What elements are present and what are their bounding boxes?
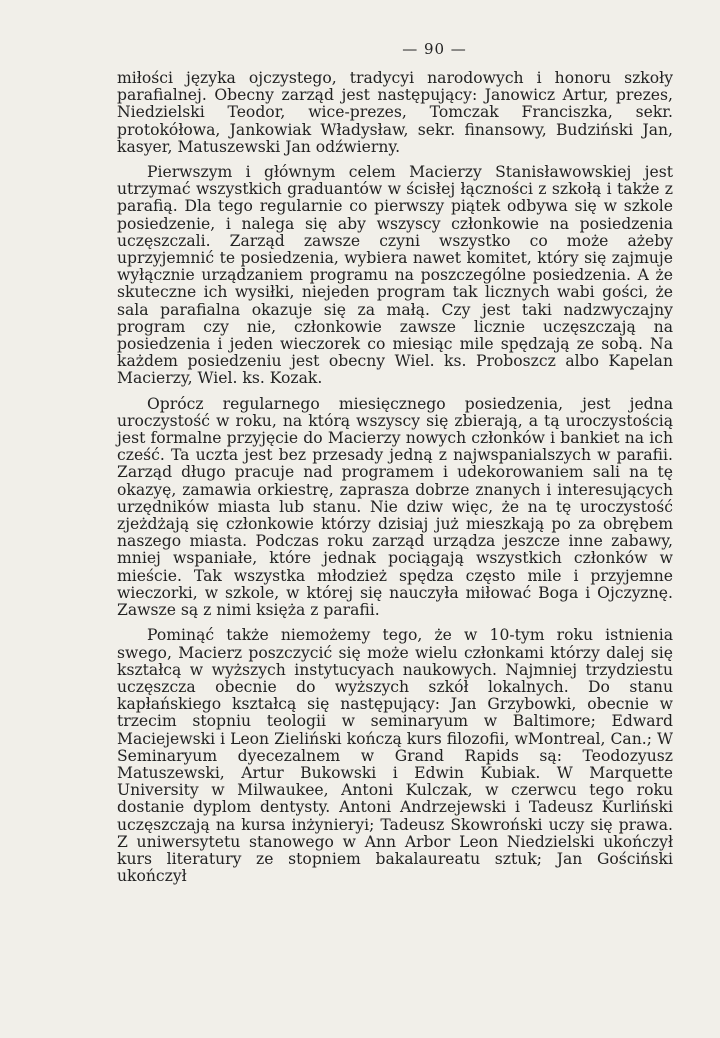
paragraph-2: Pierwszym i głównym celem Macierzy Stanisławowskiej jest utrzymać wszystkich graduantów w ścisłej łączności z szkołą i także z parafią. Dla tego regularnie co pierwszy piątek odbywa się w szkole posiedzenie, i nalega się aby wszyscy członkowie na posiedzenia uczęszczali. Zarząd zawsze czyni wszystko co może ażeby uprzyjemnić te posiedzenia, wybiera nawet komitet, który się zajmuje wyłącznie urządzaniem programu na poszczególne posiedzenia. A że skuteczne ich wysiłki, niejeden program tak licznych wabi gości, że sala parafialna okazuje się za małą. Czy jest taki nadzwyczajny program czy nie, członkowie zawsze licznie uczęszczają na posiedzenia i jeden wieczorek co miesiąc mile spędzają ze sobą. Na każdem posiedzeniu jest obecny Wiel. ks. Proboszcz albo Kapelan Macierzy, Wiel. ks. Kozak. [117, 163, 673, 388]
paragraph-4: Pominąć także niemożemy tego, że w 10-tym roku istnienia swego, Macierz poszczycić się może wielu członkami którzy dalej się kształcą w wyższych instytucyach naukowych. Najmniej trzydziestu uczęszcza obecnie do wyższych szkół lokalnych. Do stanu kapłańskiego kształcą się następujący: Jan Grzybowki, obecnie w trzecim stopniu teologii w seminaryum w Baltimore; Edward Maciejewski i Leon Zieliński kończą kurs filozofii, wMontreal, Can.; W Seminaryum dyecezalnem w Grand Rapids są: Teodozyusz Matuszewski, Artur Bukowski i Edwin Kubiak. W Marquette University w Milwaukee, Antoni Kulczak, w czerwcu tego roku dostanie dyplom dentysty. Antoni Andrzejewski i Tadeusz Kurliński uczęszczają na kursa inżynieryi; Tadeusz Skowroński uczy się prawa. Z uniwersytetu stanowego w Ann Arbor Leon Niedzielski ukończył kurs literatury ze stopniem bakalaureatu sztuk; Jan Gościński ukończył [117, 626, 673, 886]
paragraph-1: miłości języka ojczystego, tradycyi narodowych i honoru szkoły parafialnej. Obecny zarząd jest następujący: Janowicz Artur, prezes, Niedzielski Teodor, wice-prezes, Tomczak Franciszka, sekr. protokółowa, Jankowiak Władysław, sekr. finansowy, Budziński Jan, kasyer, Matuszewski Jan odźwierny. [117, 69, 673, 156]
paragraph-3: Oprócz regularnego miesięcznego posiedzenia, jest jedna uroczystość w roku, na którą wszyscy się zbierają, a tą uroczystością jest formalne przyjęcie do Macierzy nowych członków i bankiet na ich cześć. Ta uczta jest bez przesady jedną z najwspanialszych w parafii. Zarząd długo pracuje nad programem i udekorowaniem sali na tę okazyę, zamawia orkiestrę, zaprasza dobrze znanych i interesujących urzędników miasta lub stanu. Nie dziw więc, że na tę uroczystość zjeżdżają się członkowie którzy dzisiaj już mieszkają po za obrębem naszego miasta. Podczas roku zarząd urządza jeszcze inne zabawy, mniej wspaniałe, które jednak pociągają wszystkich członków w mieście. Tak wszystka młodzież spędza często mile i przyjemne wieczorki, w szkole, w której się nauczyła miłować Boga i Ojczyznę. Zawsze są z nimi księża z parafii. [117, 394, 673, 620]
page-number: — 90 — [402, 40, 467, 58]
